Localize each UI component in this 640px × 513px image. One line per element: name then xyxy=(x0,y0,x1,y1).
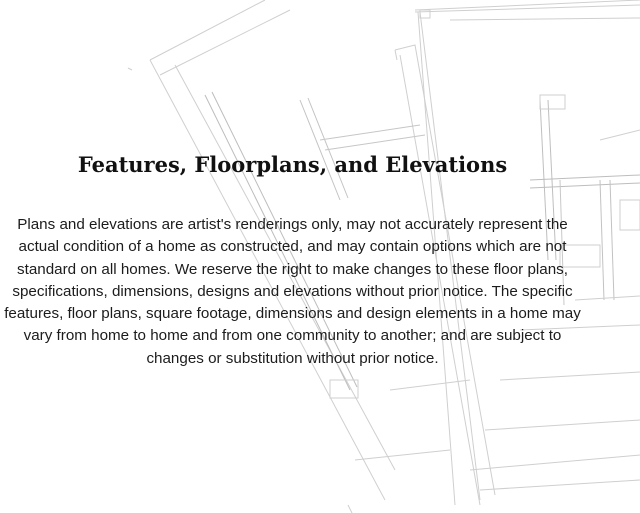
page-title: Features, Floorplans, and Elevations xyxy=(77,152,508,177)
disclaimer-text: Plans and elevations are artist's renderings only, may not accurately represent the actual condition of a home as constructed, and may contain options which are not standard on all homes. We reserve the right to make changes to these floor plans, specifications, dimensions, designs and elevations without prior notice. The specific features, floor plans, square footage, dimensions and design elements in a home may vary from home to home and from one community to another; and are subject to changes or substitution without prior notice. xyxy=(4,216,581,367)
